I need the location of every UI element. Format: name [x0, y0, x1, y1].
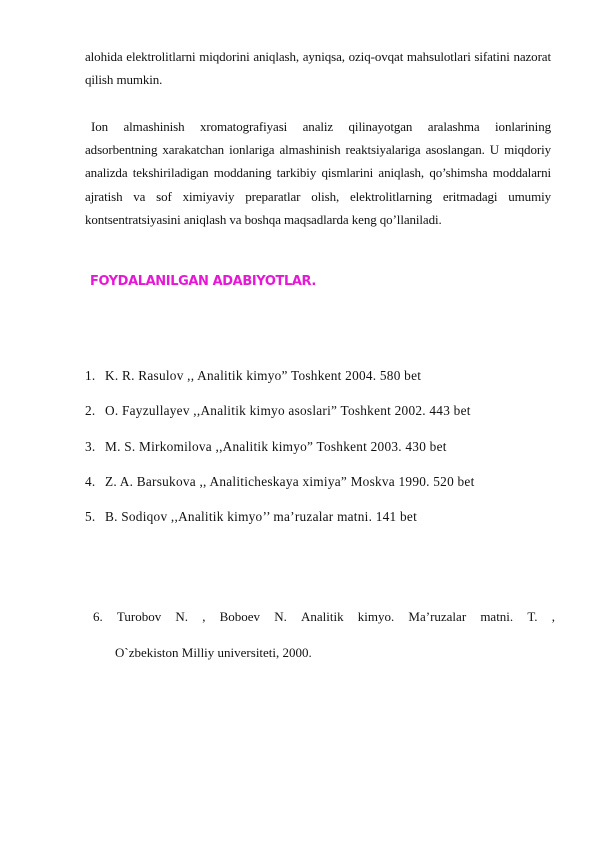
reference-number: 5.	[85, 509, 96, 525]
reference-list	[85, 368, 555, 544]
reference-number: 3.	[85, 438, 96, 454]
intro-text: alohida elektrolitlarni miqdorini aniqlash, ayniqsa, oziq-ovqat mahsulotlari sifatini nazorat qilish mumkin.	[85, 49, 551, 88]
ion-exchange-text: Ion almashinish xromatografiyasi analiz qilinayotgan aralashma ionlarining adsorbentning xarakatchan ionlariga almashinish reaktsiyalariga asoslangan. U miqdoriy analizda tekshiriladigan moddaning tarkibiy qismlarini aniqlash, qo’shimsha moddalarni ajratish va sof ximiyaviy preparatlar olish, elektrolitlarning eritmadagi umumiy kontsentratsiyasini aniqlash va boshqa maqsadlarda keng qo’llaniladi.	[85, 119, 551, 227]
reference-6-word: ,	[202, 609, 206, 624]
references-heading: FOYDALANILGAN ADABIYOTLAR.	[90, 274, 316, 289]
reference-6-word: ,	[551, 609, 555, 624]
reference-6-word: Analitik	[301, 609, 344, 624]
reference-item	[85, 509, 555, 544]
reference-number: 1.	[85, 368, 96, 383]
reference-text: M. S. Mirkomilova ,,Analitik kimyo” Toshkent 2003. 430 bet	[105, 438, 447, 454]
reference-text: K. R. Rasulov ,, Analitik kimyo” Toshkent 2004. 580 bet	[105, 368, 422, 383]
reference-6-word: N.	[274, 609, 287, 624]
reference-6-word: kimyo.	[357, 609, 395, 624]
reference-text: O. Fayzullayev ,,Analitik kimyo asoslari” Toshkent 2002. 443 bet	[105, 403, 471, 419]
reference-text: B. Sodiqov ,,Analitik kimyo’’ ma’ruzalar matni. 141 bet	[105, 509, 418, 525]
reference-6-word: Ma’ruzalar	[408, 609, 467, 624]
ion-exchange-paragraph	[85, 115, 551, 231]
reference-6-line-1	[93, 609, 555, 625]
intro-paragraph	[85, 45, 551, 91]
reference-item	[85, 368, 555, 403]
reference-6-word: matni.	[480, 609, 514, 624]
reference-6-word: T.	[527, 609, 538, 624]
reference-item	[85, 474, 555, 509]
reference-item	[85, 403, 555, 438]
reference-6-word: 6.	[93, 609, 103, 624]
reference-6-line-2: O`zbekiston Milliy universiteti, 2000.	[115, 645, 312, 660]
reference-item	[85, 439, 555, 474]
reference-number: 4.	[85, 473, 96, 489]
reference-text: Z. A. Barsukova ,, Analiticheskaya ximiya” Moskva 1990. 520 bet	[105, 473, 475, 489]
reference-6-word: Turobov	[116, 609, 162, 624]
reference-item-6	[93, 609, 555, 661]
reference-number: 2.	[85, 403, 96, 419]
reference-6-word: Boboev	[219, 609, 261, 624]
reference-6-word: N.	[175, 609, 189, 624]
